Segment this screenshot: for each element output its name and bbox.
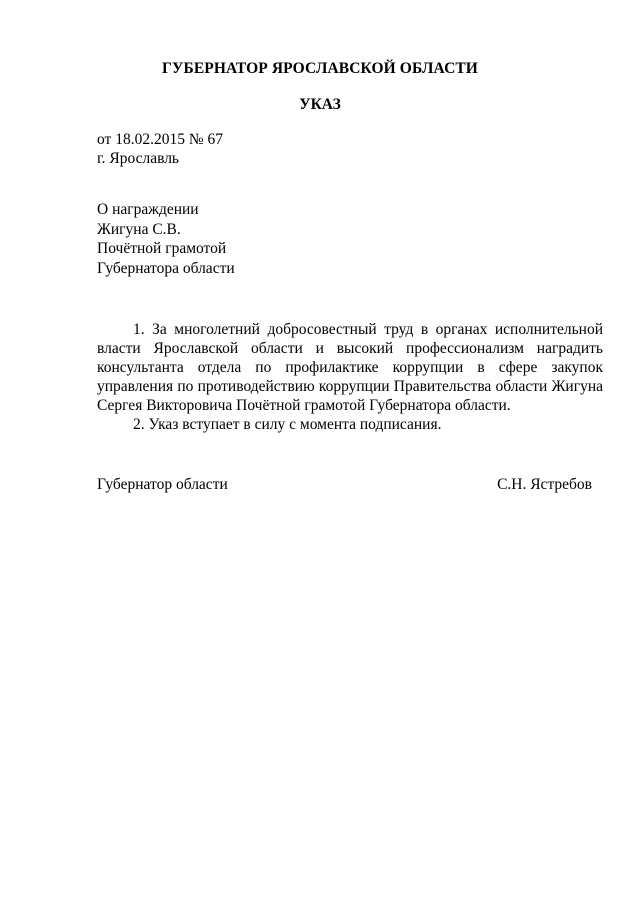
subject-line: О награждении bbox=[97, 201, 199, 218]
document-type-heading: УКАЗ bbox=[299, 96, 341, 113]
subject-line: Жигуна С.В. bbox=[97, 220, 181, 238]
subject-line: Почётной грамотой bbox=[97, 240, 227, 257]
paragraph-1: 1. За многолетний добросовестный труд в органах исполнительной власти Ярославской области и высокий профессионализм наградить консультанта отдела по профилактике коррупции в сфере закупок управления по противодействию коррупции Правительства области Жигуна Сергея Викторовича Почётной грамотой Губернатора области. bbox=[97, 321, 603, 414]
signature-block bbox=[97, 476, 592, 494]
issuer-heading: ГУБЕРНАТОР ЯРОСЛАВСКОЙ ОБЛАСТИ bbox=[162, 60, 478, 77]
city: г. Ярославль bbox=[97, 150, 179, 167]
signatory-name: С.Н. Ястребов bbox=[497, 476, 592, 493]
subject-block bbox=[97, 200, 235, 278]
subject-line: Губернатора области bbox=[97, 259, 235, 277]
paragraph-2: 2. Указ вступает в силу с момента подписания. bbox=[133, 416, 442, 433]
signatory-position: Губернатор области bbox=[97, 476, 228, 493]
document-meta bbox=[97, 130, 223, 168]
decree-body bbox=[97, 320, 603, 434]
date-number: от 18.02.2015 № 67 bbox=[97, 131, 223, 148]
